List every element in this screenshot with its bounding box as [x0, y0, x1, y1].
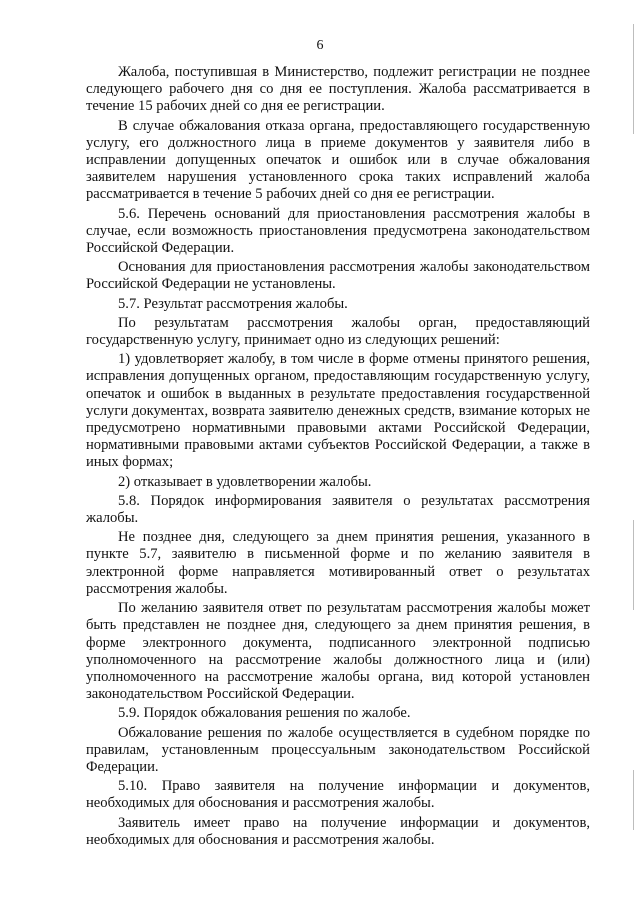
- section-5-7-heading: 5.7. Результат рассмотрения жалобы.: [118, 295, 348, 312]
- section-5-8-heading: 5.8. Порядок информирования заявителя о результатах рассмотрения жалобы.: [86, 492, 590, 527]
- list-item-satisfy: 1) удовлетворяет жалобу, в том числе в форме отмены принятого решения, исправления допущенных органом, предоставляющим государственную услугу, опечаток и ошибок в выданных в результате предоставления государственной услуги документах, возврата заявителю денежных средств, взимание которых не предусмотрено нормативными правовыми актами Российской Федерации, нормативными правовыми актами субъектов Российской Федерации, а также в иных формах;: [86, 351, 590, 471]
- paragraph-decision-intro: По результатам рассмотрения жалобы орган, предоставляющий государственную услугу, принимает одно из следующих решений:: [86, 314, 590, 349]
- section-5-9-heading: 5.9. Порядок обжалования решения по жалобе.: [118, 705, 411, 722]
- section-5-10-heading: 5.10. Право заявителя на получение информации и документов, необходимых для обоснования и рассмотрения жалобы.: [86, 778, 590, 812]
- paragraph-written-answer: Не позднее дня, следующего за днем принятия решения, указанного в пункте 5.7, заявителю в письменной форме и по желанию заявителя в электронной форме направляется мотивированный ответ о результатах рассмотрения жалобы.: [86, 529, 590, 597]
- list-item-refuse: 2) отказывает в удовлетворении жалобы.: [118, 473, 372, 490]
- document-body: [86, 64, 590, 849]
- paragraph-right-to-information: Заявитель имеет право на получение информации и документов, необходимых для обоснования и рассмотрения жалобы.: [86, 814, 590, 848]
- paragraph-court-appeal: Обжалование решения по жалобе осуществляется в судебном порядке по правилам, установленным процессуальным законодательством Российской Федерации.: [86, 724, 590, 775]
- scan-edge-mark-middle: [633, 520, 634, 610]
- paragraph-electronic-answer: По желанию заявителя ответ по результатам рассмотрения жалобы может быть представлен не позднее дня, следующего за днем принятия решения, в форме электронного документа, подписанного электронной подписью уполномоченного на рассмотрение жалобы должностного лица и (или) уполномоченного на рассмотрение жалобы органа, вид которой установлен законодательством Российской Федерации.: [86, 600, 590, 703]
- page-number: 6: [316, 38, 324, 53]
- scan-edge-mark-bottom: [633, 770, 634, 830]
- scan-edge-mark-top: [633, 24, 634, 134]
- paragraph-refusal-appeal: В случае обжалования отказа органа, предоставляющего государственную услугу, его должностного лица в приеме документов у заявителя либо в исправлении допущенных опечаток и ошибок или в случае обжалования заявителем нарушения установленного срока таких исправлений жалоба рассматривается в течение 5 рабочих дней со дня ее регистрации.: [86, 117, 590, 203]
- paragraph-suspension-grounds: Основания для приостановления рассмотрения жалобы законодательством Российской Федерации не установлены.: [86, 259, 590, 293]
- section-5-6-heading: 5.6. Перечень оснований для приостановления рассмотрения жалобы в случае, если возможность приостановления предусмотрена законодательством Российской Федерации.: [86, 205, 590, 257]
- paragraph-registration: Жалоба, поступившая в Министерство, подлежит регистрации не позднее следующего рабочего дня со дня ее поступления. Жалоба рассматривается в течение 15 рабочих дней со дня ее регистрации.: [86, 64, 590, 115]
